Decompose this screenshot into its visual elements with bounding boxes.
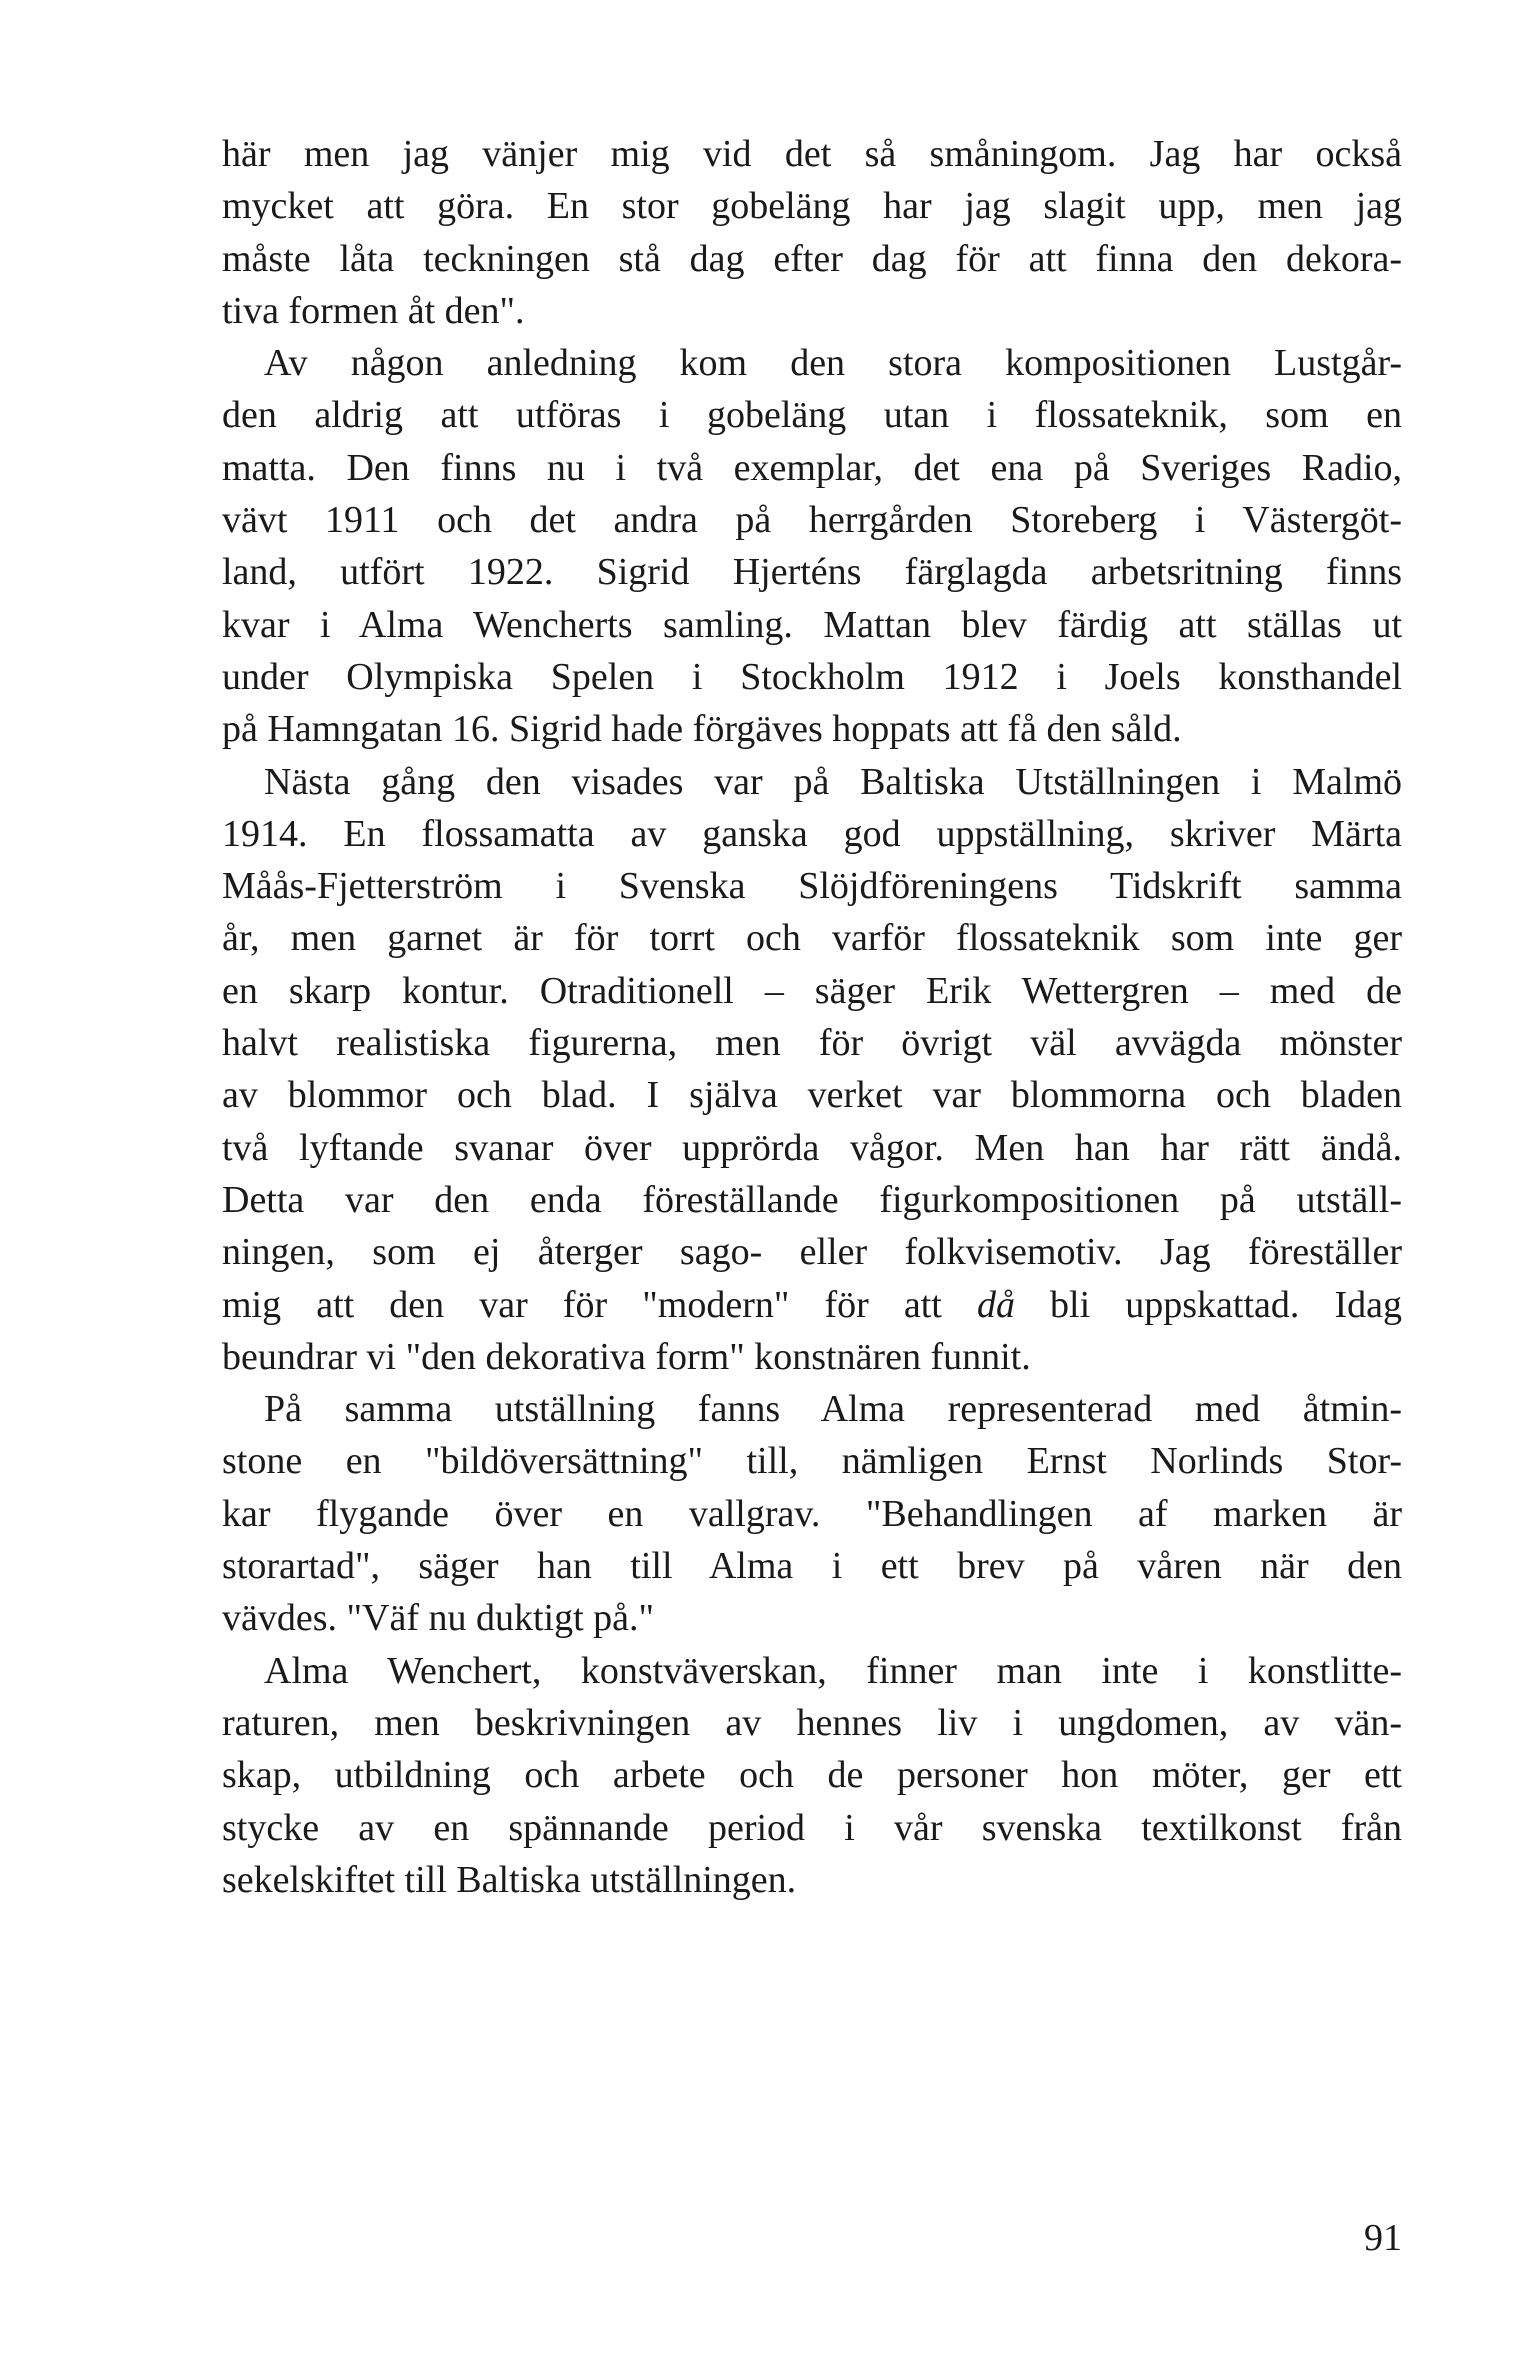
text-line: här men jag vänjer mig vid det så småningom. Jag har också bbox=[222, 133, 1402, 175]
text-line: måste låta teckningen stå dag efter dag för att finna den dekora- bbox=[222, 237, 1402, 280]
text-line: beundrar vi "den dekorativa form" konstnären funnit. bbox=[222, 1335, 1031, 1378]
text-line: halvt realistiska figurerna, men för övrigt väl avvägda mönster bbox=[222, 1022, 1402, 1065]
text-line: år, men garnet är för torrt och varför flossateknik som inte ger bbox=[222, 917, 1402, 960]
text-line: matta. Den finns nu i två exemplar, det ena på Sveriges Radio, bbox=[222, 446, 1402, 489]
text-line: en skarp kontur. Otraditionell – säger Erik Wettergren – med de bbox=[222, 969, 1402, 1012]
text-line: på Hamngatan 16. Sigrid hade förgäves hoppats att få den såld. bbox=[222, 708, 1182, 751]
text-line: land, utfört 1922. Sigrid Hjerténs färglagda arbetsritning finns bbox=[222, 551, 1402, 594]
text-line: kvar i Alma Wencherts samling. Mattan blev färdig att ställas ut bbox=[222, 603, 1402, 646]
text-line: storartad", säger han till Alma i ett brev på våren när den bbox=[222, 1545, 1402, 1588]
text-line: under Olympiska Spelen i Stockholm 1912 i Joels konsthandel bbox=[222, 655, 1402, 698]
text-line: På samma utställning fanns Alma representerad med åtmin- bbox=[264, 1388, 1402, 1431]
text-line: av blommor och blad. I själva verket var blommorna och bladen bbox=[222, 1074, 1402, 1117]
text-line: 1914. En flossamatta av ganska god uppställning, skriver Märta bbox=[222, 812, 1402, 855]
text-line: vävt 1911 och det andra på herrgården Storeberg i Västergöt- bbox=[222, 499, 1402, 542]
body-text bbox=[222, 128, 1402, 1906]
text-line: den aldrig att utföras i gobeläng utan i flossateknik, som en bbox=[222, 394, 1402, 437]
text-line: mycket att göra. En stor gobeläng har jag slagit upp, men jag bbox=[222, 185, 1402, 228]
text-line: ningen, som ej återger sago- eller folkvisemotiv. Jag föreställer bbox=[222, 1231, 1402, 1274]
text-line: tiva formen åt den". bbox=[222, 289, 525, 332]
page-number: 91 bbox=[1364, 2217, 1402, 2259]
italic-word: då bbox=[976, 1283, 1015, 1326]
text-line: Nästa gång den visades var på Baltiska Utställningen i Malmö bbox=[264, 760, 1402, 803]
text-line: raturen, men beskrivningen av hennes liv i ungdomen, av vän- bbox=[222, 1701, 1402, 1744]
text-line-italic-word bbox=[222, 1279, 1402, 1331]
text-line: vävdes. "Väf nu duktigt på." bbox=[222, 1597, 655, 1640]
text-line: Av någon anledning kom den stora kompositionen Lustgår- bbox=[264, 342, 1402, 385]
text-line: Detta var den enda föreställande figurkompositionen på utställ- bbox=[222, 1178, 1402, 1221]
text-line: stycke av en spännande period i vår svenska textilkonst från bbox=[222, 1806, 1402, 1849]
text-line: Måås-Fjetterström i Svenska Slöjdföreningens Tidskrift samma bbox=[222, 865, 1402, 908]
text-line: stone en "bildöversättning" till, nämligen Ernst Norlinds Stor- bbox=[222, 1440, 1402, 1483]
text-segment: bli uppskattad. Idag bbox=[1014, 1283, 1402, 1326]
text-line: Alma Wenchert, konstväverskan, finner man inte i konstlitte- bbox=[264, 1649, 1402, 1692]
text-line: kar flygande över en vallgrav. "Behandlingen af marken är bbox=[222, 1492, 1402, 1535]
text-segment: mig att den var för "modern" för att bbox=[222, 1283, 977, 1326]
text-line: skap, utbildning och arbete och de personer hon möter, ger ett bbox=[222, 1754, 1402, 1797]
text-line: sekelskiftet till Baltiska utställningen. bbox=[222, 1858, 797, 1901]
text-line: två lyftande svanar över upprörda vågor. Men han har rätt ändå. bbox=[222, 1126, 1402, 1169]
